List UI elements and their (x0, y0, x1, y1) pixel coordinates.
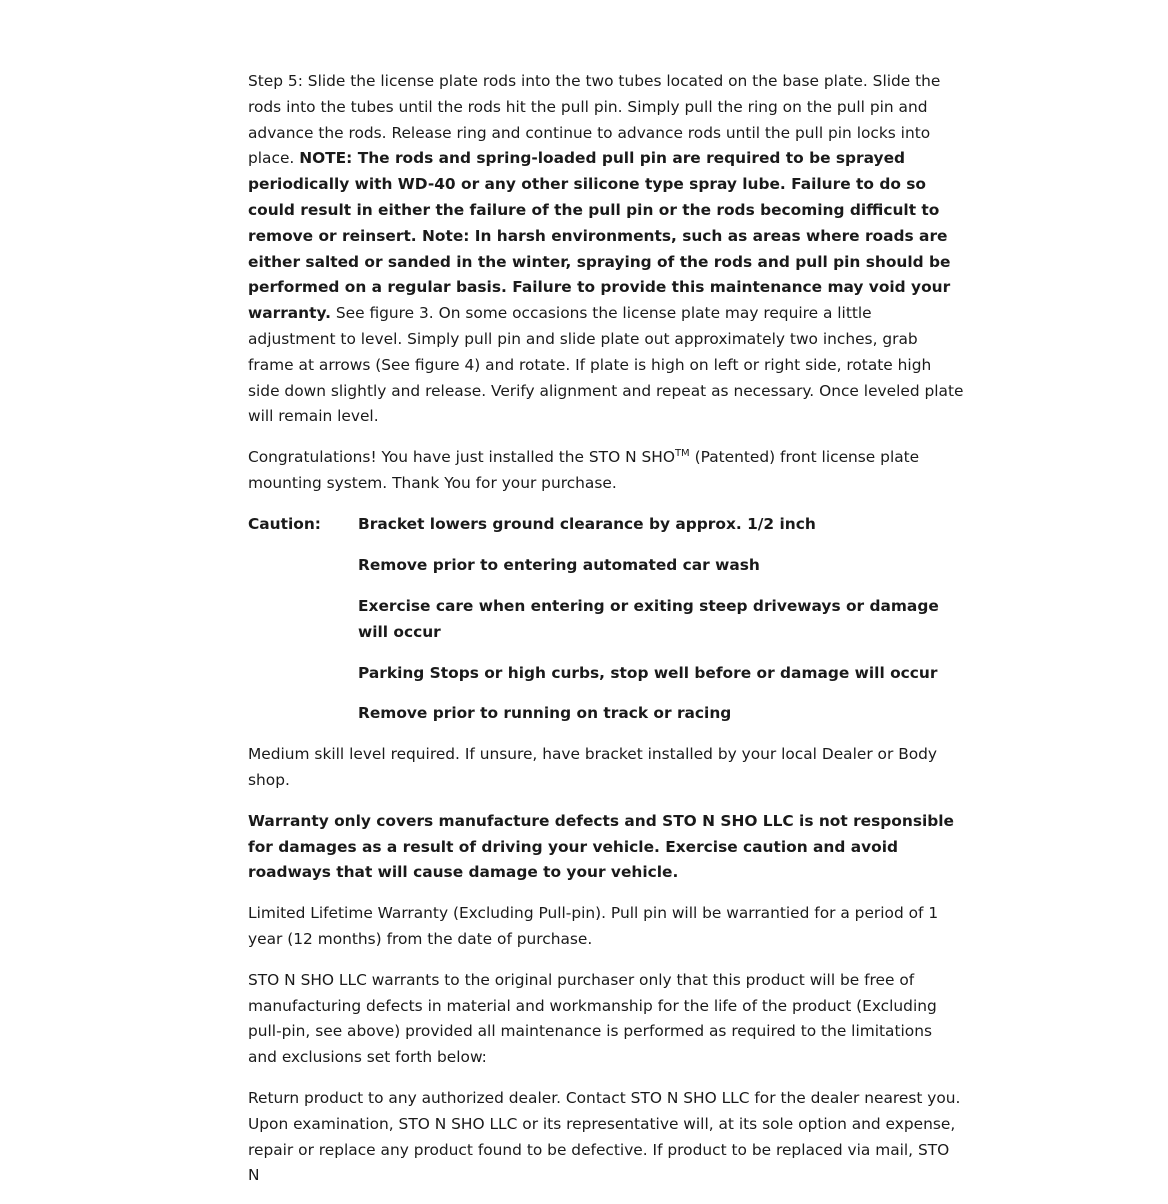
caution-label: Caution: (248, 514, 321, 533)
trademark-mark: TM (674, 448, 690, 460)
step5-paragraph (248, 69, 964, 430)
return-product-paragraph: Return product to any authorized dealer. Contact STO N SHO LLC for the dealer nearest you. Upon examination, STO N SHO LLC or its representative will, at its sole option and expense, repair or replace any product found to be defective. If product to be replaced via mail, STO N (248, 1089, 961, 1185)
step5-adjustment-text: See figure 3. On some occasions the license plate may require a little adjustment to level. Simply pull pin and slide plate out approximately two inches, grab frame at arrows (See figure 4) and rotate. If plate is high on left or right side, rotate high side down slightly and release. Verify alignment and repeat as necessary. Once leveled plate will remain level. (248, 304, 964, 426)
caution-item (248, 661, 964, 687)
caution-item-text: Parking Stops or high curbs, stop well before or damage will occur (358, 663, 938, 682)
caution-item-text: Bracket lowers ground clearance by approx. 1/2 inch (358, 514, 816, 533)
caution-item (248, 512, 964, 538)
congratulations-paragraph (248, 445, 964, 497)
congrats-text-after: (Patented) front license plate mounting system. Thank You for your purchase. (248, 448, 920, 492)
caution-item (248, 594, 964, 646)
caution-item-text: Exercise care when entering or exiting steep driveways or damage will occur (358, 596, 939, 641)
step5-maintenance-note: NOTE: The rods and spring-loaded pull pin are required to be sprayed periodically with WD-40 or any other silicone type spray lube. Failure to do so could result in either the failure of the pull pin or the rods becoming difficult to remove or reinsert. Note: In harsh environments, such as areas where roads are either salted or sanded in the winter, spraying of the rods and pull pin should be performed on a regular basis. Failure to provide this maintenance may void your warranty. (248, 149, 951, 323)
caution-item-text: Remove prior to running on track or racing (358, 704, 732, 723)
warranty-terms-paragraph: STO N SHO LLC warrants to the original purchaser only that this product will be free of manufacturing defects in material and workmanship for the life of the product (Excluding pull-pin, see above) provided all maintenance is performed as required to the limitations and exclusions set forth below: (248, 970, 937, 1067)
document-page (248, 69, 964, 1204)
congrats-text-before: Congratulations! You have just installed the STO N SHO (248, 448, 675, 467)
caution-list (248, 512, 964, 728)
step5-intro: Step 5: Slide the license plate rods into the two tubes located on the base plate. Slide the rods into the tubes until the rods hit the pull pin. Simply pull the ring on the pull pin and advance the rods. Release ring and continue to advance rods until the pull pin locks into place. (248, 72, 941, 168)
caution-item (248, 701, 964, 727)
warranty-disclaimer-text: Warranty only covers manufacture defects and STO N SHO LLC is not responsible for damages as a result of driving your vehicle. Exercise caution and avoid roadways that will cause damage to your vehicle. (248, 811, 954, 882)
warranty-disclaimer-paragraph (248, 809, 964, 886)
limited-warranty-paragraph: Limited Lifetime Warranty (Excluding Pull-pin). Pull pin will be warrantied for a period of 1 year (12 months) from the date of purchase. (248, 904, 939, 949)
caution-item-text: Remove prior to entering automated car wash (358, 555, 760, 574)
caution-item (248, 553, 964, 579)
skill-level-paragraph: Medium skill level required. If unsure, have bracket installed by your local Dealer or Body shop. (248, 745, 938, 790)
